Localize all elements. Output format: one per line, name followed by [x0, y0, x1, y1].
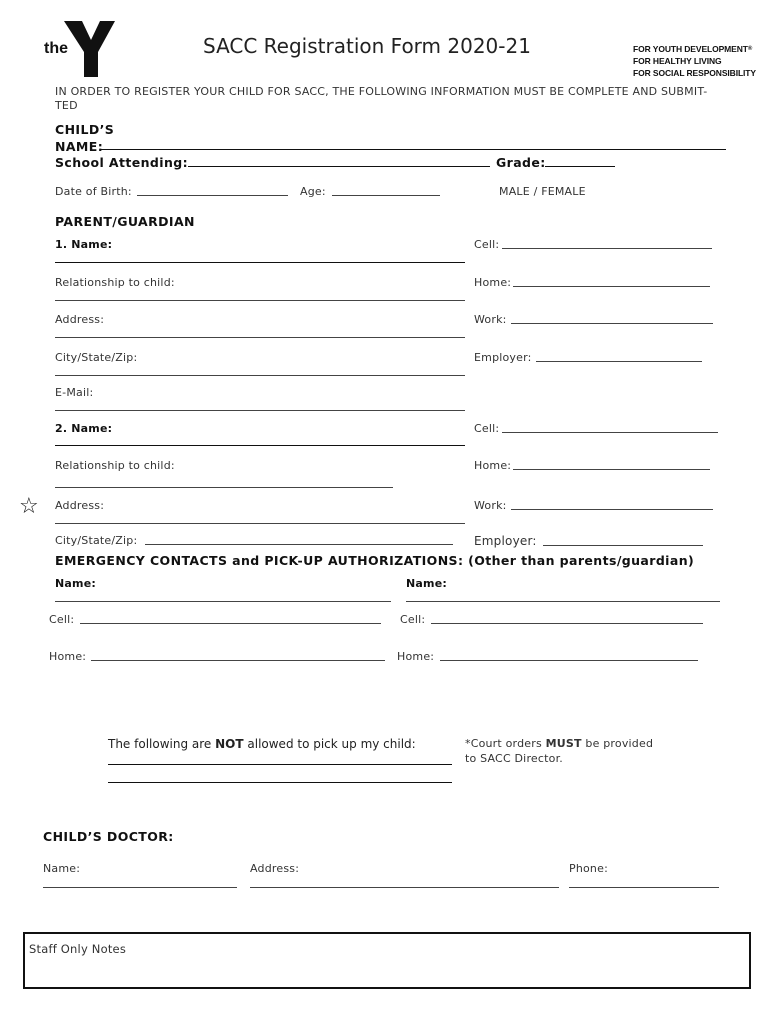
doctor-header: CHILD’S DOCTOR:	[43, 829, 174, 844]
p1-work-field[interactable]	[511, 323, 713, 324]
emergency-2-home-field[interactable]	[440, 660, 698, 661]
p1-name-field[interactable]	[55, 262, 465, 263]
star-icon: ☆	[19, 494, 39, 519]
court-order-note	[465, 737, 653, 750]
doctor-name-label: Name:	[43, 862, 81, 875]
emergency-2-name-field[interactable]	[406, 601, 720, 602]
emergency-home-label: Home:	[49, 650, 87, 663]
gender-option[interactable]: MALE / FEMALE	[499, 185, 586, 198]
p1-home-label: Home:	[474, 276, 512, 289]
p2-city-field[interactable]	[145, 544, 453, 545]
emergency-home-label: Home:	[397, 650, 435, 663]
emergency-header: EMERGENCY CONTACTS and PICK-UP AUTHORIZATIONS: (Other than parents/guardian)	[55, 553, 695, 568]
p1-work-label: Work:	[474, 313, 507, 326]
p1-city-label: City/State/Zip:	[55, 351, 138, 364]
doctor-name-field[interactable]	[43, 887, 237, 888]
p2-work-field[interactable]	[511, 509, 713, 510]
page-title: SACC Registration Form 2020-21	[203, 34, 531, 58]
p2-relationship-field[interactable]	[55, 487, 393, 488]
logo-word: the	[44, 40, 68, 57]
not-allowed-text: allowed to pick up my child:	[243, 737, 416, 751]
p1-cell-label: Cell:	[474, 238, 500, 251]
grade-label: Grade:	[496, 155, 546, 170]
p1-address-field[interactable]	[55, 337, 465, 338]
doctor-phone-field[interactable]	[569, 887, 719, 888]
emergency-2-cell-field[interactable]	[431, 623, 703, 624]
p1-relationship-field[interactable]	[55, 300, 465, 301]
tagline-line: FOR HEALTHY LIVING	[633, 56, 722, 66]
svg-text:YMCA: YMCA	[101, 64, 114, 80]
age-field[interactable]	[332, 195, 440, 196]
p1-email-label: E-Mail:	[55, 386, 94, 399]
intro-line: TED	[55, 99, 78, 112]
age-label: Age:	[300, 185, 326, 198]
emergency-cell-label: Cell:	[400, 613, 426, 626]
doctor-phone-label: Phone:	[569, 862, 608, 875]
p1-relationship-label: Relationship to child:	[55, 276, 175, 289]
court-text: *Court orders	[465, 737, 546, 750]
p1-home-field[interactable]	[513, 286, 710, 287]
p2-employer-label: Employer:	[474, 534, 537, 548]
dob-field[interactable]	[137, 195, 288, 196]
staff-notes-label: Staff Only Notes	[29, 942, 127, 956]
doctor-address-label: Address:	[250, 862, 300, 875]
p2-address-field[interactable]	[55, 523, 465, 524]
doctor-address-field[interactable]	[250, 887, 559, 888]
p1-employer-field[interactable]	[536, 361, 702, 362]
not-allowed-field-2[interactable]	[108, 782, 452, 783]
school-field[interactable]	[188, 166, 490, 167]
child-name-field[interactable]	[100, 149, 726, 150]
court-order-note-line2: to SACC Director.	[465, 752, 563, 765]
p2-cell-field[interactable]	[502, 432, 718, 433]
p1-name-label: 1. Name:	[55, 238, 113, 251]
p2-address-label: Address:	[55, 499, 105, 512]
ymca-y-icon	[62, 18, 118, 80]
p2-city-label: City/State/Zip:	[55, 534, 138, 547]
emergency-name-label: Name:	[406, 577, 447, 590]
not-allowed-field-1[interactable]	[108, 764, 452, 765]
p2-work-label: Work:	[474, 499, 507, 512]
emergency-cell-label: Cell:	[49, 613, 75, 626]
tagline-line: FOR SOCIAL RESPONSIBILITY	[633, 68, 756, 78]
school-label: School Attending:	[55, 155, 189, 170]
p1-employer-label: Employer:	[474, 351, 532, 364]
ymca-tagline	[633, 43, 756, 79]
court-emphasis: MUST	[545, 737, 582, 750]
emergency-1-cell-field[interactable]	[80, 623, 381, 624]
p2-relationship-label: Relationship to child:	[55, 459, 175, 472]
p2-name-label: 2. Name:	[55, 422, 113, 435]
parent-header: PARENT/GUARDIAN	[55, 214, 195, 229]
emergency-name-label: Name:	[55, 577, 96, 590]
dob-label: Date of Birth:	[55, 185, 132, 198]
emergency-1-name-field[interactable]	[55, 601, 391, 602]
emergency-1-home-field[interactable]	[91, 660, 385, 661]
p2-cell-label: Cell:	[474, 422, 500, 435]
child-name-label: CHILD’S	[55, 122, 115, 137]
tagline-line: FOR YOUTH DEVELOPMENT	[633, 44, 748, 54]
registered-mark: ®	[747, 46, 753, 52]
p1-address-label: Address:	[55, 313, 105, 326]
staff-notes-box[interactable]	[23, 932, 751, 989]
p1-email-field[interactable]	[55, 410, 465, 411]
not-allowed-label	[108, 737, 416, 751]
p2-name-field[interactable]	[55, 445, 465, 446]
child-name-label: NAME:	[55, 139, 104, 154]
p1-cell-field[interactable]	[502, 248, 712, 249]
not-allowed-text: The following are	[108, 737, 216, 751]
intro-line: IN ORDER TO REGISTER YOUR CHILD FOR SACC, THE FOLLOWING INFORMATION MUST BE COMPLETE AND SUBMIT-	[55, 85, 708, 98]
court-text: be provided	[581, 737, 654, 750]
p2-home-field[interactable]	[513, 469, 710, 470]
p1-city-field[interactable]	[55, 375, 465, 376]
p2-employer-field[interactable]	[543, 545, 703, 546]
p2-home-label: Home:	[474, 459, 512, 472]
grade-field[interactable]	[545, 166, 615, 167]
not-allowed-emphasis: NOT	[215, 737, 244, 751]
